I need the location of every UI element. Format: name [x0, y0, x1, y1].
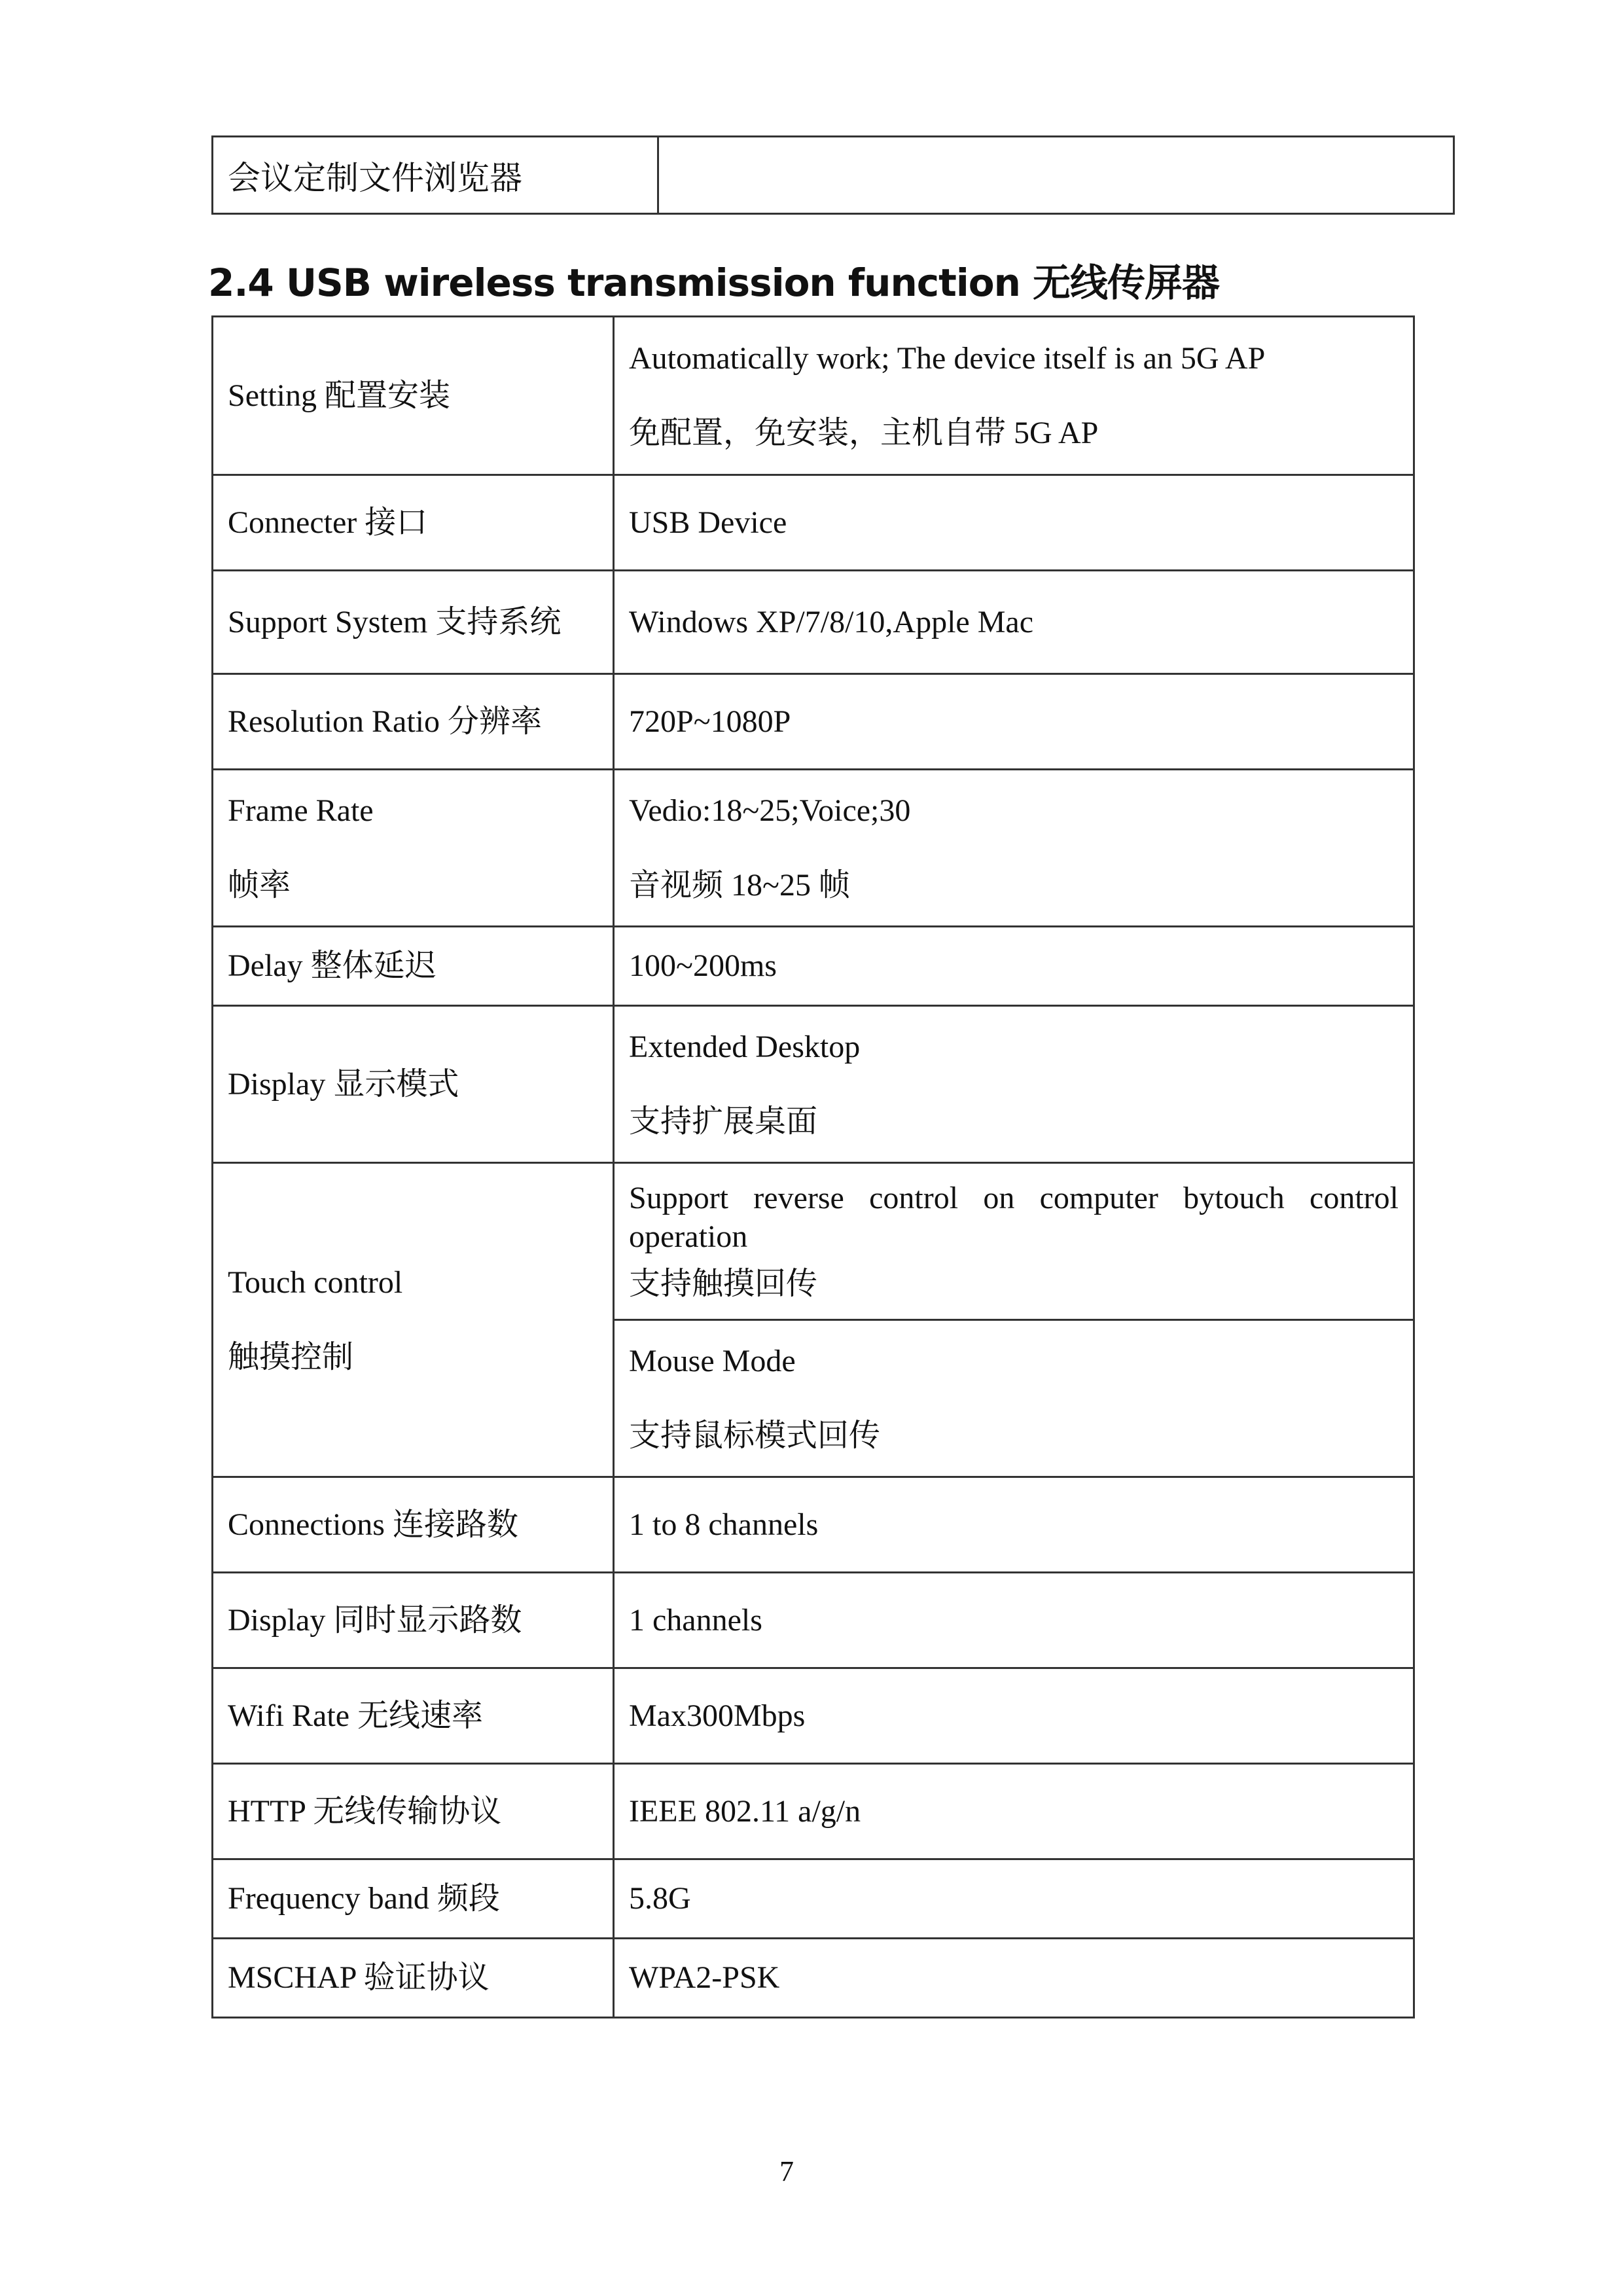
spec-value: USB Device [614, 475, 1414, 571]
spec-label: Delay 整体延迟 [213, 927, 614, 1006]
spec-value: Max300Mbps [614, 1668, 1414, 1764]
spec-label: Frequency band 频段 [213, 1859, 614, 1939]
spec-value: WPA2-PSK [614, 1939, 1414, 2018]
spec-label: Display 显示模式 [213, 1006, 614, 1163]
page-number: 7 [779, 2155, 794, 2187]
table-row [213, 571, 1414, 674]
spec-label-line: Frame Rate [228, 793, 374, 828]
spec-label: Connections 连接路数 [213, 1477, 614, 1573]
spec-value: IEEE 802.11 a/g/n [614, 1764, 1414, 1859]
spec-value-line: Vedio:18~25;Voice;30 [629, 793, 911, 828]
spec-value-line: Mouse Mode [629, 1343, 796, 1378]
spec-value [614, 1006, 1414, 1163]
table-row [213, 1859, 1414, 1939]
spec-value [614, 770, 1414, 927]
table-row [213, 1477, 1414, 1573]
table-row [213, 1573, 1414, 1668]
spec-value-line: Extended Desktop [629, 1029, 861, 1064]
spec-value: Windows XP/7/8/10,Apple Mac [614, 571, 1414, 674]
spec-value-line: Support reverse control on computer bytouch control operation [629, 1181, 1399, 1254]
table-row [213, 927, 1414, 1006]
spec-label: Wifi Rate 无线速率 [213, 1668, 614, 1764]
table-row [213, 1006, 1414, 1163]
table-row [213, 1163, 1414, 1320]
top-table-empty-cell [658, 137, 1454, 214]
spec-value-line: 支持触摸回传 [629, 1266, 818, 1302]
spec-label: Resolution Ratio 分辨率 [213, 674, 614, 770]
spec-label: Connecter 接口 [213, 475, 614, 571]
spec-label-line: 帧率 [228, 867, 291, 903]
spec-value [614, 1163, 1414, 1320]
spec-value-line: Automatically work; The device itself is an 5G AP [629, 340, 1266, 376]
section-heading: 2.4 USB wireless transmission function 无线传屏器 [208, 260, 1220, 305]
spec-label: HTTP 无线传输协议 [213, 1764, 614, 1859]
table-row [213, 1939, 1414, 2018]
table-row [213, 1668, 1414, 1764]
table-row [213, 317, 1414, 475]
spec-table [211, 315, 1415, 2018]
spec-value-line: 音视频 18~25 帧 [629, 867, 850, 903]
table-row [213, 1764, 1414, 1859]
spec-label-line: Touch control [228, 1265, 403, 1300]
spec-value [614, 1320, 1414, 1477]
spec-value: 1 to 8 channels [614, 1477, 1414, 1573]
top-table-cell: 会议定制文件浏览器 [213, 137, 658, 214]
spec-label: Display 同时显示路数 [213, 1573, 614, 1668]
spec-value-line: 支持扩展桌面 [629, 1103, 818, 1139]
spec-value: 100~200ms [614, 927, 1414, 1006]
spec-value-line: 支持鼠标模式回传 [629, 1418, 881, 1453]
spec-label-line: 触摸控制 [228, 1339, 354, 1374]
spec-label [213, 1163, 614, 1477]
table-row [213, 674, 1414, 770]
spec-label: Support System 支持系统 [213, 571, 614, 674]
spec-value-line: 免配置，免安装，主机自带 5G AP [629, 415, 1099, 450]
spec-label: MSCHAP 验证协议 [213, 1939, 614, 2018]
table-row [213, 475, 1414, 571]
spec-value [614, 317, 1414, 475]
spec-value: 1 channels [614, 1573, 1414, 1668]
table-row [213, 770, 1414, 927]
spec-label: Setting 配置安装 [213, 317, 614, 475]
top-table [211, 135, 1455, 215]
spec-value: 720P~1080P [614, 674, 1414, 770]
spec-label [213, 770, 614, 927]
spec-value: 5.8G [614, 1859, 1414, 1939]
